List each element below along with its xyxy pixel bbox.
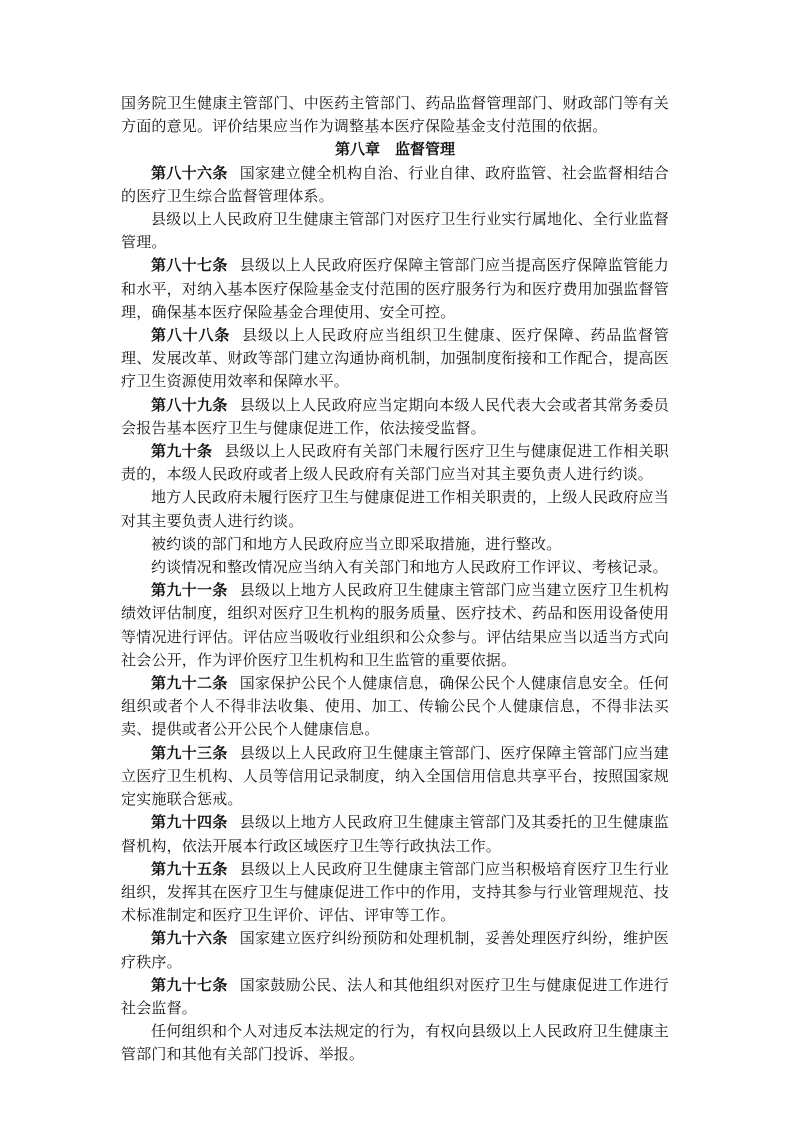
article-text: 地方人民政府未履行医疗卫生与健康促进工作相关职责的，上级人民政府应当对其主要负责人进行约谈。 (121, 488, 669, 530)
article-text: 国家建立健全机构自治、行业自律、政府监管、社会监督相结合的医疗卫生综合监督管理体系。 (121, 163, 669, 205)
intro-paragraph: 国务院卫生健康主管部门、中医药主管部门、药品监督管理部门、财政部门等有关方面的意见。评价结果应当作为调整基本医疗保险基金支付范围的依据。 (121, 94, 669, 136)
article-text: 约谈情况和整改情况应当纳入有关部门和地方人民政府工作评议、考核记录。 (151, 558, 668, 577)
article-text: 国家建立医疗纠纷预防和处理机制，妥善处理医疗纠纷，维护医疗秩序。 (121, 929, 669, 971)
article-number: 第八十八条 (151, 326, 231, 345)
article-text: 县级以上人民政府卫生健康主管部门对医疗卫生行业实行属地化、全行业监督管理。 (121, 210, 669, 252)
article-paragraph (121, 556, 669, 579)
article-text: 任何组织和个人对违反本法规定的行为，有权向县级以上人民政府卫生健康主管部门和其他有关部门投诉、举报。 (121, 1022, 669, 1064)
article-text: 县级以上人民政府卫生健康主管部门、医疗保障主管部门应当建立医疗卫生机构、人员等信用记录制度，纳入全国信用信息共享平台，按照国家规定实施联合惩戒。 (121, 743, 669, 809)
article-number: 第九十一条 (151, 581, 228, 600)
article-paragraph (121, 672, 669, 742)
article-number: 第九十六条 (151, 929, 228, 948)
article-text: 县级以上人民政府医疗保障主管部门应当提高医疗保障监管能力和水平，对纳入基本医疗保险基金支付范围的医疗服务行为和医疗费用加强监督管理，确保基本医疗保险基金合理使用、安全可控。 (121, 256, 669, 321)
article-paragraph (121, 579, 669, 672)
article-paragraph (121, 208, 669, 254)
article-text: 县级以上地方人民政府卫生健康主管部门及其委托的卫生健康监督机构，依法开展本行政区域医疗卫生等行政执法工作。 (121, 813, 669, 855)
article-text: 县级以上人民政府应当定期向本级人民代表大会或者其常务委员会报告基本医疗卫生与健康促进工作，依法接受监督。 (121, 395, 669, 437)
paragraph-list (121, 162, 669, 1067)
article-number: 第九十五条 (151, 859, 228, 878)
article-text: 被约谈的部门和地方人民政府应当立即采取措施，进行整改。 (151, 534, 562, 553)
article-number: 第九十七条 (151, 975, 228, 994)
chapter-title: 第八章 监督管理 (334, 140, 455, 159)
article-paragraph (121, 324, 669, 394)
article-paragraph (121, 162, 669, 208)
article-text: 县级以上地方人民政府卫生健康主管部门应当建立医疗卫生机构绩效评估制度，组织对医疗卫生机构的服务质量、医疗技术、药品和医用设备使用等情况进行评估。评估应当吸收行业组织和公众参与。评估结果应当以适当方式向社会公开，作为评价医疗卫生机构和卫生监管的重要依据。 (121, 581, 669, 669)
article-paragraph (121, 742, 669, 812)
article-number: 第八十六条 (151, 163, 228, 182)
article-paragraph (121, 1020, 669, 1066)
article-paragraph (121, 394, 669, 440)
document-page (121, 92, 669, 1067)
article-text: 县级以上人民政府有关部门未履行医疗卫生与健康促进工作相关职责的，本级人民政府或者上级人民政府有关部门应当对其主要负责人进行约谈。 (121, 442, 669, 484)
article-paragraph (121, 927, 669, 973)
article-paragraph (121, 974, 669, 1020)
article-text: 国家鼓励公民、法人和其他组织对医疗卫生与健康促进工作进行社会监督。 (121, 975, 669, 1017)
article-paragraph (121, 486, 669, 532)
article-number: 第九十条 (151, 442, 213, 461)
article-number: 第九十三条 (151, 743, 228, 762)
article-text: 县级以上人民政府卫生健康主管部门应当积极培育医疗卫生行业组织，发挥其在医疗卫生与健康促进工作中的作用，支持其参与行业管理规范、技术标准制定和医疗卫生评价、评估、评审等工作。 (121, 859, 669, 925)
article-text: 县级以上人民政府应当组织卫生健康、医疗保障、药品监督管理、发展改革、财政等部门建立沟通协商机制，加强制度衔接和工作配合，提高医疗卫生资源使用效率和保障水平。 (121, 326, 669, 391)
article-paragraph (121, 811, 669, 857)
article-paragraph (121, 533, 669, 556)
article-number: 第九十四条 (151, 813, 228, 832)
article-paragraph (121, 254, 669, 324)
article-number: 第八十九条 (151, 395, 228, 414)
article-paragraph (121, 440, 669, 486)
article-text: 国家保护公民个人健康信息，确保公民个人健康信息安全。任何组织或者个人不得非法收集、使用、加工、传输公民个人健康信息，不得非法买卖、提供或者公开公民个人健康信息。 (121, 674, 669, 739)
article-number: 第九十二条 (151, 674, 228, 693)
article-number: 第八十七条 (151, 256, 228, 275)
article-paragraph (121, 858, 669, 928)
